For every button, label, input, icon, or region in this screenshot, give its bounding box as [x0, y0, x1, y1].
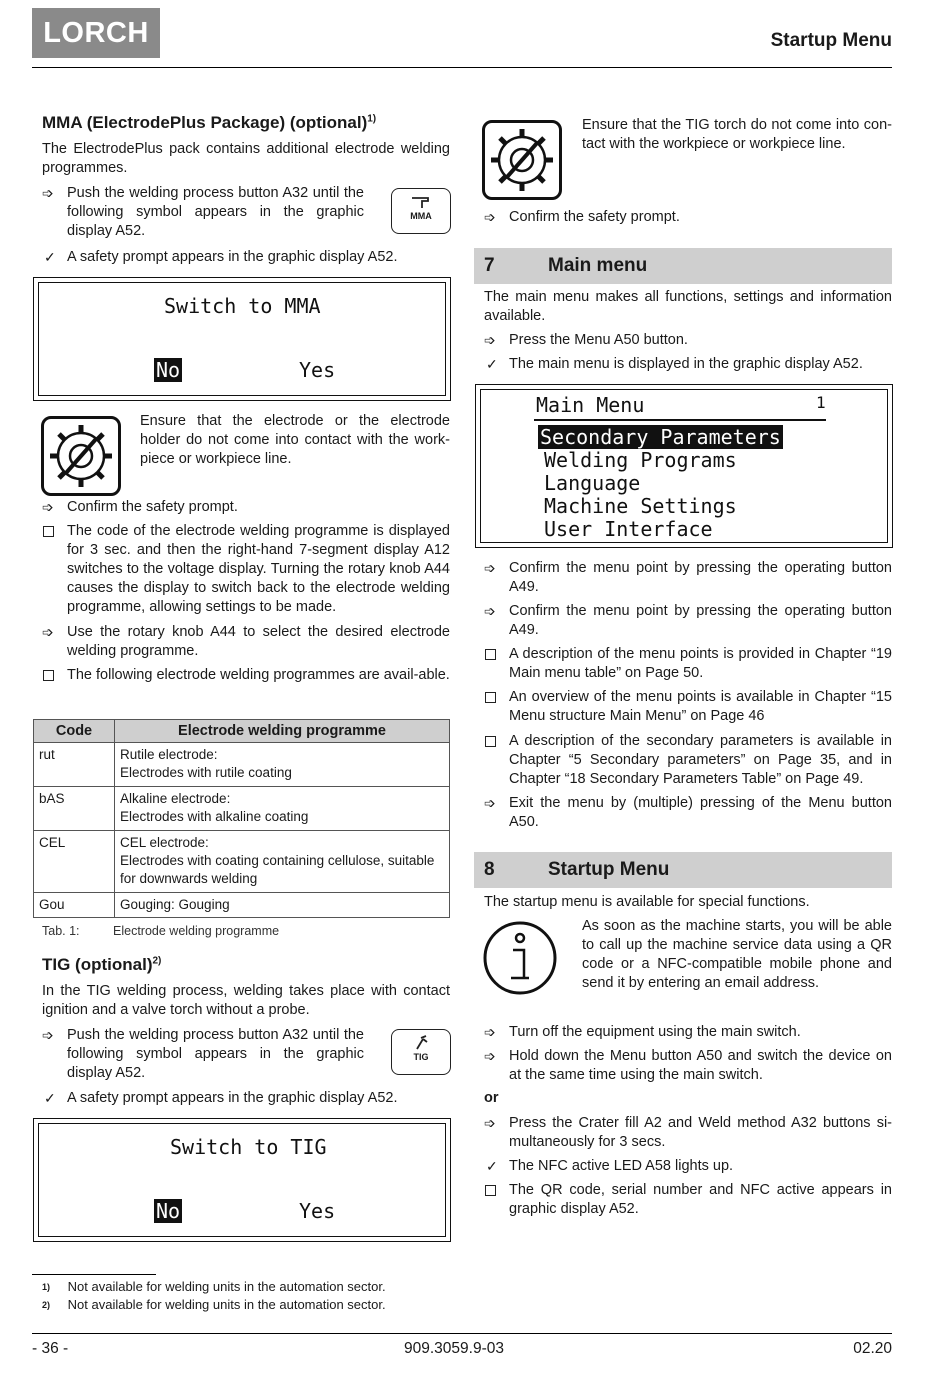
main-menu-lcd: [475, 384, 893, 548]
footnote-1: $^{1)}$ Not available for welding units in the automation sector.: [42, 1279, 386, 1294]
lcd-no-option: No: [156, 1199, 181, 1223]
footer-rule: [32, 1333, 892, 1334]
startup-or: or: [484, 1090, 499, 1106]
lcd-title: Switch to MMA: [164, 294, 321, 318]
table-header-code: Code: [34, 720, 115, 743]
table-caption: Tab. 1: Electrode welding programme: [42, 924, 280, 938]
tig-heading: TIG (optional)$^{2)}$: [42, 955, 162, 974]
safety-gear-icon: [482, 120, 562, 200]
section-main-menu: 7 Main menu: [474, 248, 892, 284]
startup-note1: The QR code, serial number and NFC active appears in graphic display A52.: [484, 1181, 892, 1219]
tig-lcd-display: [33, 1118, 451, 1242]
startup-result1: ✓ The NFC active LED A58 lights up.: [484, 1157, 892, 1176]
main-note1: A description of the menu points is provided in Chapter “19 Main menu table” on Page 50.: [484, 645, 892, 683]
mma-intro: The ElectrodePlus pack contains additional electrode welding programmes.: [42, 141, 450, 176]
main-result1: ✓ The main menu is displayed in the graphic display A52.: [484, 355, 892, 374]
mma-warning-text: Ensure that the electrode or the electrode holder do not come into contact with the work-piece or workpiece line.: [140, 413, 450, 467]
lcd-menu-item: Language: [544, 471, 641, 495]
table-row: rut Rutile electrode: Electrodes with rutile coating: [34, 743, 450, 787]
mma-note2: The following electrode welding programmes are avail-able.: [42, 666, 450, 685]
main-exit: ➩ Exit the menu by (multiple) pressing of the Menu button A50.: [484, 794, 892, 832]
main-step1: ➩ Press the Menu A50 button.: [484, 331, 892, 350]
mma-symbol-icon: MMA: [391, 188, 451, 234]
table-header-programme: Electrode welding programme: [115, 720, 450, 743]
tig-step1: ➩ Push the welding process button A32 until the following symbol appears in the graphic display A52.: [42, 1026, 364, 1083]
lcd-page-number: 1: [816, 393, 826, 412]
tig-intro: In the TIG welding process, welding takes place with contact ignition and a valve torch without a probe.: [42, 983, 450, 1018]
footnote-2: $^{2)}$ Not available for welding units in the automation sector.: [42, 1297, 386, 1312]
startup-intro: The startup menu is available for special functions.: [484, 894, 810, 910]
mma-step1: ➩ Push the welding process button A32 until the following symbol appears in the graphic display A52.: [42, 184, 364, 241]
electrode-table: [33, 719, 450, 918]
safety-gear-icon: [41, 416, 121, 496]
document-number: 909.3059.9-03: [404, 1340, 504, 1357]
lcd-yes-option: Yes: [299, 1199, 336, 1223]
main-confirm1: ➩ Confirm the menu point by pressing the operating button A49.: [484, 559, 892, 597]
document-date: 02.20: [853, 1340, 892, 1357]
startup-step3: ➩ Press the Crater fill A2 and Weld method A32 buttons si-multaneously for 3 secs.: [484, 1114, 892, 1152]
table-row: bAS Alkaline electrode: Electrodes with alkaline coating: [34, 787, 450, 831]
tig-result1: ✓ A safety prompt appears in the graphic display A52.: [42, 1089, 450, 1108]
mma-confirm: ➩ Confirm the safety prompt.: [42, 498, 450, 517]
main-confirm2: ➩ Confirm the menu point by pressing the operating button A49.: [484, 602, 892, 640]
page-header-title: Startup Menu: [770, 30, 892, 51]
lcd-menu-item: User Interface: [544, 517, 713, 541]
lcd-title: Main Menu: [536, 393, 645, 417]
table-row: Gou Gouging: Gouging: [34, 893, 450, 918]
tig-confirm: ➩ Confirm the safety prompt.: [484, 208, 892, 227]
startup-info-text: As soon as the machine starts, you will be able to call up the machine service data using a QR code or a NFC-compatible mobile phone and send it by entering an email address.: [582, 918, 892, 991]
startup-step2: ➩ Hold down the Menu button A50 and switch the device on at the same time using the main switch.: [484, 1047, 892, 1085]
lcd-title: Switch to TIG: [170, 1135, 327, 1159]
lcd-menu-item: Secondary Parameters: [540, 425, 781, 449]
mma-heading: MMA (ElectrodePlus Package) (optional)$^{1)}$: [42, 113, 377, 132]
header-rule: [32, 67, 892, 68]
mma-step2: ➩ Use the rotary knob A44 to select the desired electrode welding programme.: [42, 623, 450, 661]
lcd-no-option: No: [156, 358, 181, 382]
lcd-yes-option: Yes: [299, 358, 336, 382]
page-number: - 36 -: [32, 1340, 69, 1357]
main-intro: The main menu makes all functions, settings and information available.: [484, 289, 892, 324]
footnote-rule: [32, 1274, 156, 1275]
lcd-menu-item: Welding Programs: [544, 448, 737, 472]
section-startup-menu: 8 Startup Menu: [474, 852, 892, 888]
main-note2: An overview of the menu points is available in Chapter “15 Menu structure Main Menu” on Page 46: [484, 688, 892, 726]
tig-warning-text: Ensure that the TIG torch do not come into con-tact with the workpiece or workpiece line.: [582, 117, 892, 152]
table-row: CEL CEL electrode: Electrodes with coating containing cellulose, suitable for downwards welding: [34, 831, 450, 893]
tig-symbol-icon: TIG: [391, 1029, 451, 1075]
main-note3: A description of the secondary parameters is available in Chapter “5 Secondary parameters” on Page 35, and in Chapter “18 Secondary Parameters Table” on Page 49.: [484, 732, 892, 789]
startup-step1: ➩ Turn off the equipment using the main switch.: [484, 1023, 892, 1042]
lorch-logo: LORCH: [32, 8, 160, 58]
mma-lcd-display: [33, 277, 451, 401]
lcd-title-underline: [534, 419, 826, 421]
mma-note1: The code of the electrode welding programme is displayed for 3 sec. and then the right-hand 7-segment display A12 switches to the voltage display. Turning the rotary knob A44 causes the display to switch back to the electrode welding programme, allowing settings to be made.: [42, 522, 450, 617]
lcd-menu-item: Machine Settings: [544, 494, 737, 518]
info-icon: [482, 920, 558, 996]
mma-result1: ✓ A safety prompt appears in the graphic display A52.: [42, 248, 450, 267]
